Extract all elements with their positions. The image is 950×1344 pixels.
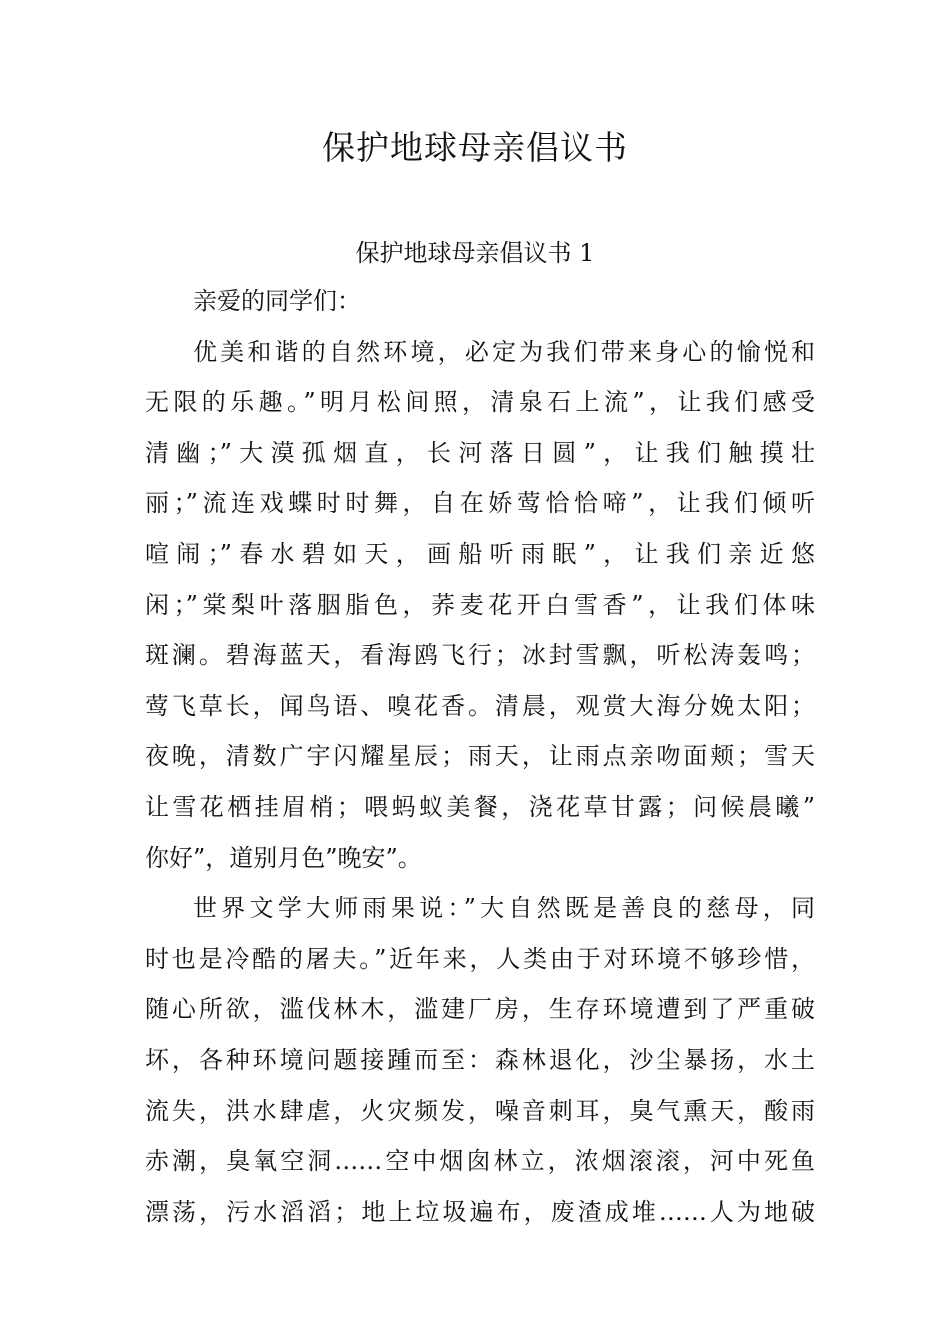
text-line: 丽；”流连戏蝶时时舞，自在娇莺恰恰啼”，让我们倾听 [145,489,815,518]
text-line: 无限的乐趣。”明月松间照，清泉石上流”，让我们感受 [145,388,815,417]
text-line: 世界文学大师雨果说：”大自然既是善良的慈母，同 [193,894,815,923]
text-line: 漂荡，污水滔滔；地上垃圾遍布，废渣成堆……人为地破 [145,1197,815,1226]
salutation: 亲爱的同学们： [193,287,361,315]
text-line: 夜晚，清数广宇闪耀星辰；雨天，让雨点亲吻面颊；雪天 [145,742,815,771]
text-line: 赤潮，臭氧空洞……空中烟囱林立，浓烟滚滚，河中死鱼 [145,1147,815,1176]
text-line: 时也是冷酷的屠夫。”近年来，人类由于对环境不够珍惜， [145,944,815,973]
text-line: 流失，洪水肆虐，火灾频发，噪音刺耳，臭气熏天，酸雨 [145,1096,815,1125]
document-title: 保护地球母亲倡议书 [322,128,628,167]
text-line: 莺飞草长，闻鸟语、嗅花香。清晨，观赏大海分娩太阳； [145,691,815,720]
document-body [145,276,815,1237]
text-line: 优美和谐的自然环境，必定为我们带来身心的愉悦和 [193,337,815,366]
text-line: 让雪花栖挂眉梢；喂蚂蚁美餐，浇花草甘露；问候晨曦” [145,792,815,821]
paragraph-2 [145,883,815,1237]
text-line: 清幽；”大漠孤烟直，长河落日圆”，让我们触摸壮 [145,438,815,467]
section-heading: 保护地球母亲倡议书 1 [355,239,595,267]
text-line: 随心所欲，滥伐林木，滥建厂房，生存环境遭到了严重破 [145,995,815,1024]
text-line: 斑澜。碧海蓝天，看海鸥飞行；冰封雪飘，听松涛轰鸣； [145,641,815,670]
text-line: 你好”，道别月色”晚安”。 [145,843,422,872]
text-line: 闲；”棠梨叶落胭脂色，荞麦花开白雪香”，让我们体味 [145,590,815,619]
paragraph-1 [145,327,815,884]
text-line: 喧闹；”春水碧如天，画船听雨眠”，让我们亲近悠 [145,539,815,568]
text-line: 坏，各种环境问题接踵而至：森林退化，沙尘暴扬，水土 [145,1045,815,1074]
